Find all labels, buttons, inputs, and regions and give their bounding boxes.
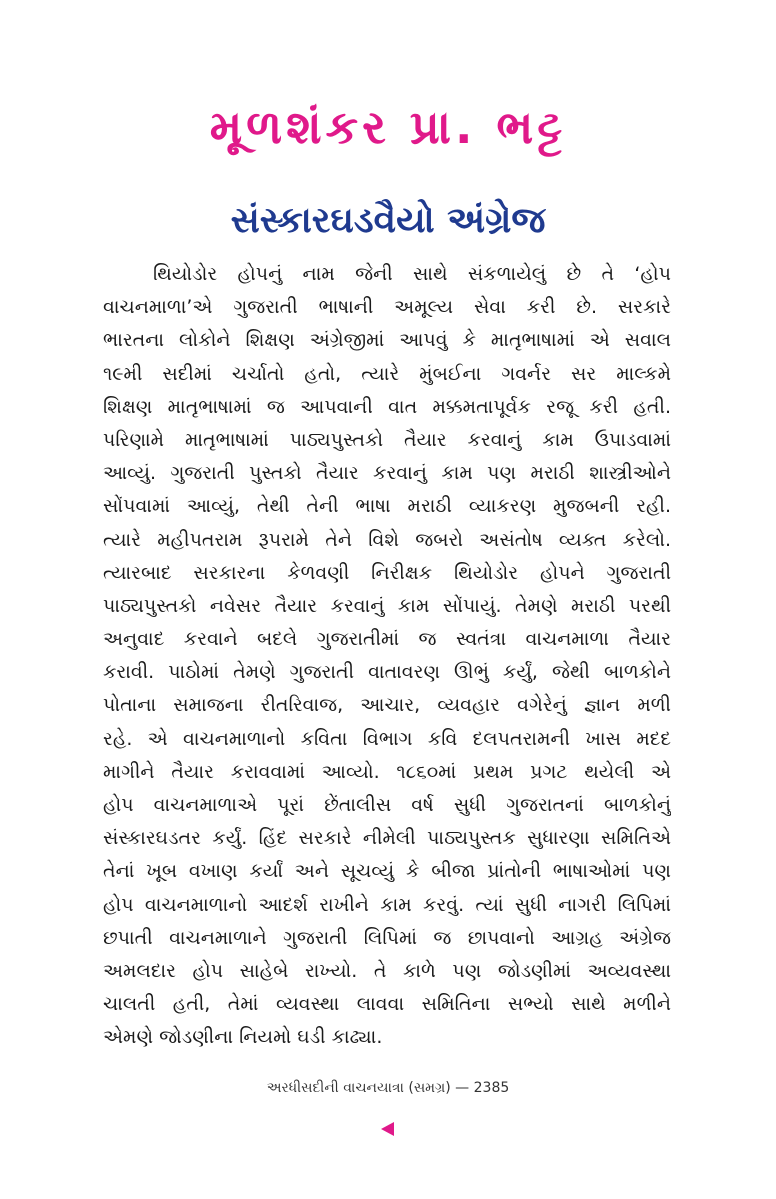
body-line: થિયોડોર હોપનું નામ જેની સાથે સંકળાયેલું છે તે ‘હોપ <box>153 263 671 285</box>
body-line: પરિણામે માતૃભાષામાં પાઠ્યપુસ્તકો તૈયાર કરવાનું કામ ઉપાડવામાં <box>103 428 671 451</box>
body-line: અનુવાદ કરવાને બદલે ગુજરાતીમાં જ સ્વતંત્રા વાચનમાળા તૈયાર <box>103 628 671 651</box>
body-line: ચાલતી હતી, તેમાં વ્યવસ્થા લાવવા સમિતિના સભ્યો સાથે મળીને <box>103 993 671 1016</box>
page-footer: અરધીસદીની વાચનયાત્રા (સમગ્ર) — 2385 <box>266 1080 510 1096</box>
article-body <box>103 258 671 1055</box>
body-line: ભારતના લોકોને શિક્ષણ અંગ્રેજીમાં આપવું કે માતૃભાષામાં એ સવાલ <box>103 329 671 352</box>
body-line: ૧૯મી સદીમાં ચર્ચાતો હતો, ત્યારે મુંબઈના ગવર્નર સર માલ્કમે <box>103 362 671 385</box>
body-line: માગીને તૈયાર કરાવવામાં આવ્યો. ૧૮૬૦માં પ્રથમ પ્રગટ થયેલી એ <box>103 760 671 783</box>
body-line: અમલદાર હોપ સાહેબે રાખ્યો. તે કાળે પણ જોડણીમાં અવ્યવસ્થા <box>103 959 671 982</box>
body-line: પાઠ્યપુસ્તકો નવેસર તૈયાર કરવાનું કામ સોંપાયું. તેમણે મરાઠી પરથી <box>103 594 671 617</box>
body-line: તેનાં ખૂબ વખાણ કર્યાં અને સૂચવ્યું કે બીજા પ્રાંતોની ભાષાઓમાં પણ <box>103 860 671 883</box>
body-line: કરાવી. પાઠોમાં તેમણે ગુજરાતી વાતાવરણ ઊભું કર્યું, જેથી બાળકોને <box>103 661 671 684</box>
body-line: સોંપવામાં આવ્યું, તેથી તેની ભાષા મરાઠી વ્યાકરણ મુજબની રહી. <box>103 495 671 518</box>
body-line: સંસ્કારઘડતર કર્યું. હિંદ સરકારે નીમેલી પાઠ્યપુસ્તક સુધારણા સમિતિએ <box>103 827 671 850</box>
body-line: રહે. એ વાચનમાળાનો કવિતા વિભાગ કવિ દલપતરામની ખાસ મદદ <box>103 727 671 750</box>
body-line: હોપ વાચનમાળાએ પૂરાં છેંતાલીસ વર્ષ સુધી ગુજરાતનાં બાળકોનું <box>103 794 671 816</box>
body-line: છપાતી વાચનમાળાને ગુજરાતી લિપિમાં જ છાપવાનો આગ્રહ અંગ્રેજ <box>103 926 671 949</box>
body-line: એમણે જોડણીના નિયમો ઘડી કાઢ્યા. <box>103 1026 383 1049</box>
body-line: હોપ વાચનમાળાનો આદર્શ રાખીને કામ કરવું. ત્યાં સુધી નાગરી લિપિમાં <box>103 893 671 916</box>
article-title: સંસ્કારઘડવૈયો અંગ્રેજ <box>230 200 546 241</box>
author-name: મૂળશંકર પ્રા. ભટ્ટ <box>209 100 567 154</box>
body-line: પોતાના સમાજના રીતરિવાજ, આચાર, વ્યવહાર વગેરેનું જ્ઞાન મળી <box>103 694 671 717</box>
triangle-left-icon[interactable] <box>381 1122 394 1136</box>
body-line: ત્યારબાદ સરકારના કેળવણી નિરીક્ષક થિયોડોર હોપને ગુજરાતી <box>103 561 671 584</box>
body-line: વાચનમાળા’એ ગુજરાતી ભાષાની અમૂલ્ય સેવા કરી છે. સરકારે <box>103 296 671 319</box>
body-line: આવ્યું. ગુજરાતી પુસ્તકો તૈયાર કરવાનું કામ પણ મરાઠી શાસ્ત્રીઓને <box>103 462 671 485</box>
body-line: શિક્ષણ માતૃભાષામાં જ આપવાની વાત મક્કમતાપૂર્વક રજૂ કરી હતી. <box>103 395 671 418</box>
body-line: ત્યારે મહીપતરામ રૂપરામે તેને વિશે જબરો અસંતોષ વ્યક્ત કરેલો. <box>103 528 671 551</box>
